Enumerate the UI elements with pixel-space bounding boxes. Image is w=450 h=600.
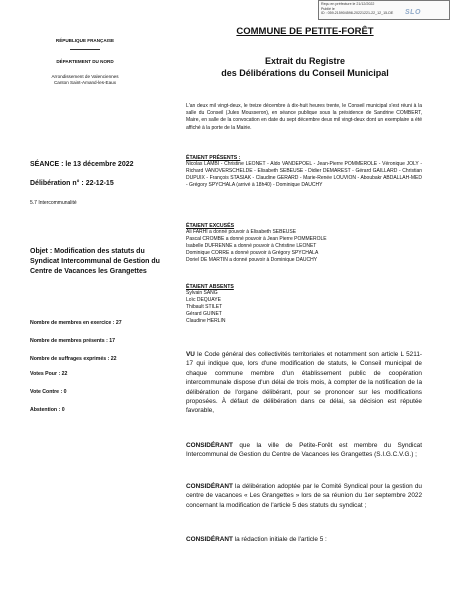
- stat-suffrages: Nombre de suffrages exprimés : 22: [30, 356, 117, 362]
- considerant-2-lead: CONSIDÉRANT: [186, 483, 233, 490]
- absent-line: Sylvain SANG: [186, 290, 218, 296]
- header-divider: [70, 49, 100, 50]
- considerant-3-paragraph: [186, 535, 422, 544]
- intercommunalite-label: 5.7 Intercommunalité: [30, 200, 77, 206]
- canton-label: Canton Saint-Amand-les-Eaux: [53, 80, 117, 85]
- receipt-logo: SLO: [405, 9, 421, 16]
- arrondissement-label: Arrondissement de Valenciennes: [51, 74, 119, 79]
- commune-title: COMMUNE DE PETITE-FORÊT: [236, 26, 374, 37]
- absents-section: [186, 284, 422, 325]
- stat-votes-pour: Votes Pour : 22: [30, 371, 68, 377]
- presents-section: [186, 155, 422, 189]
- receipt-line-received: Reçu en préfecture le 21/12/2022: [321, 2, 375, 6]
- absent-line: Gérard GUINET: [186, 311, 222, 317]
- vu-lead: VU: [186, 351, 195, 358]
- absent-line: Claudine HERLIN: [186, 318, 226, 324]
- intro-paragraph: L'an deux mil vingt-deux, le treize décembre à dix-huit heures trente, le Conseil municipal s'est réuni à la salle du Conseil (Jules Mousseron), en séance publique sous la présidence de Sandrine COMBERT, Maire, en salle de la convocation en date du sept décembre deux mil vingt-deux dont un exemplaire a été affiché à la porte de la Mairie.: [186, 103, 422, 131]
- departement-label: DÉPARTEMENT DU NORD: [56, 59, 114, 64]
- registry-title-line2: des Délibérations du Conseil Municipal: [221, 68, 389, 78]
- considerant-2-text: la délibération adoptée par le Comité Syndical pour la gestion du centre de vacances « Les Grangettes » lors de sa réunion du 1er septembre 2022 concernant la modification de l'article 5 des statuts du syndicat ;: [186, 483, 422, 509]
- excuse-line: Ali FARHI a donné pouvoir à Elisabeth SEBEUSE: [186, 229, 297, 235]
- excuses-title: ÉTAIENT EXCUSÉS: [186, 223, 235, 229]
- vu-paragraph: [186, 350, 422, 416]
- absent-line: Thibault STILET: [186, 304, 223, 310]
- excuse-line: Doriel DE MARTIN a donné pouvoir à Dominique DAUCHY: [186, 257, 318, 263]
- considerant-1-paragraph: [186, 441, 422, 460]
- stat-abstention: Abstention : 0: [30, 407, 65, 413]
- considerant-1-text: que la ville de Petite-Forêt est membre du Syndicat Intercommunal de Gestion du Centre de Vacances les Grangettes (S.I.G.C.V.G.) ;: [186, 442, 422, 459]
- receipt-line-id: ID : 059-215904598-20221221-22_12_15-DE: [321, 11, 394, 16]
- presents-title: ÉTAIENT PRÉSENTS :: [186, 155, 241, 161]
- presents-list: Nicolas LAMBI - Christine LEONET - Aldo VANDEPOEL - Jean-Pierre POMMEROLE - Véronique JOLY - Richard VANOVERSCHELDE - Elisabeth SEBEUSE - Didier DEMAREST - Gérard GAILLARD - Christian DUPUIX - François STASIAK - Claudine GERARD - Marie-Renée LOUVION - Aboubakr ABDALLAH-MED - Grégory SPYCHALA (arrivé à 18h40) - Dominique DAUCHY: [186, 161, 422, 188]
- excuse-line: Dominique CORRE a donné pouvoir à Grégory SPYCHALA: [186, 250, 319, 256]
- objet-subject: Objet : Modification des statuts du Syndicat Intercommunal de Gestion du Centre de Vacances les Grangettes: [30, 248, 160, 275]
- considerant-3-text: la rédaction initiale de l'article 5 :: [232, 536, 327, 543]
- stat-members-present: Nombre de membres présents : 17: [30, 338, 116, 344]
- receipt-line-published: Publié le: [321, 6, 335, 11]
- excuse-line: Pascal CROMBE a donné pouvoir à Jean Pierre POMMEROLE: [186, 236, 327, 242]
- registry-title-line1: Extrait du Registre: [264, 56, 346, 66]
- considerant-2-paragraph: [186, 482, 422, 510]
- vu-text: le Code général des collectivités territoriales et notamment son article L 5211-17 qui indique que, lors d'une modification de statuts, le Conseil municipal de chaque commune membre d'un établissement public de coopération intercommunale dispose d'un délai de trois mois, à compter de la notification de la délibération de l'organe délibérant, pour se prononcer sur les modifications proposées. À défaut de délibération dans ce délai, sa décision est réputée favorable,: [186, 351, 422, 415]
- stat-votes-contre: Vote Contre : 0: [30, 389, 67, 395]
- absents-title: ÉTAIENT ABSENTS: [186, 284, 234, 290]
- administrative-header: [30, 38, 140, 86]
- republique-label: RÉPUBLIQUE FRANÇAISE: [55, 38, 115, 43]
- seance-date: SÉANCE : le 13 décembre 2022: [30, 161, 134, 168]
- excuses-section: [186, 223, 422, 264]
- absent-line: Loïc DEQUAYE: [186, 297, 221, 303]
- stat-members-exercice: Nombre de membres en exercice : 27: [30, 320, 122, 326]
- excuse-line: Isabelle DUFRENNE a donné pouvoir à Christine LEONET: [186, 243, 317, 249]
- considerant-1-lead: CONSIDÉRANT: [186, 442, 233, 449]
- considerant-3-lead: CONSIDÉRANT: [186, 536, 233, 543]
- deliberation-number: Délibération n° : 22-12-15: [30, 180, 114, 187]
- registry-title: [190, 55, 420, 79]
- receipt-stamp: [318, 0, 450, 20]
